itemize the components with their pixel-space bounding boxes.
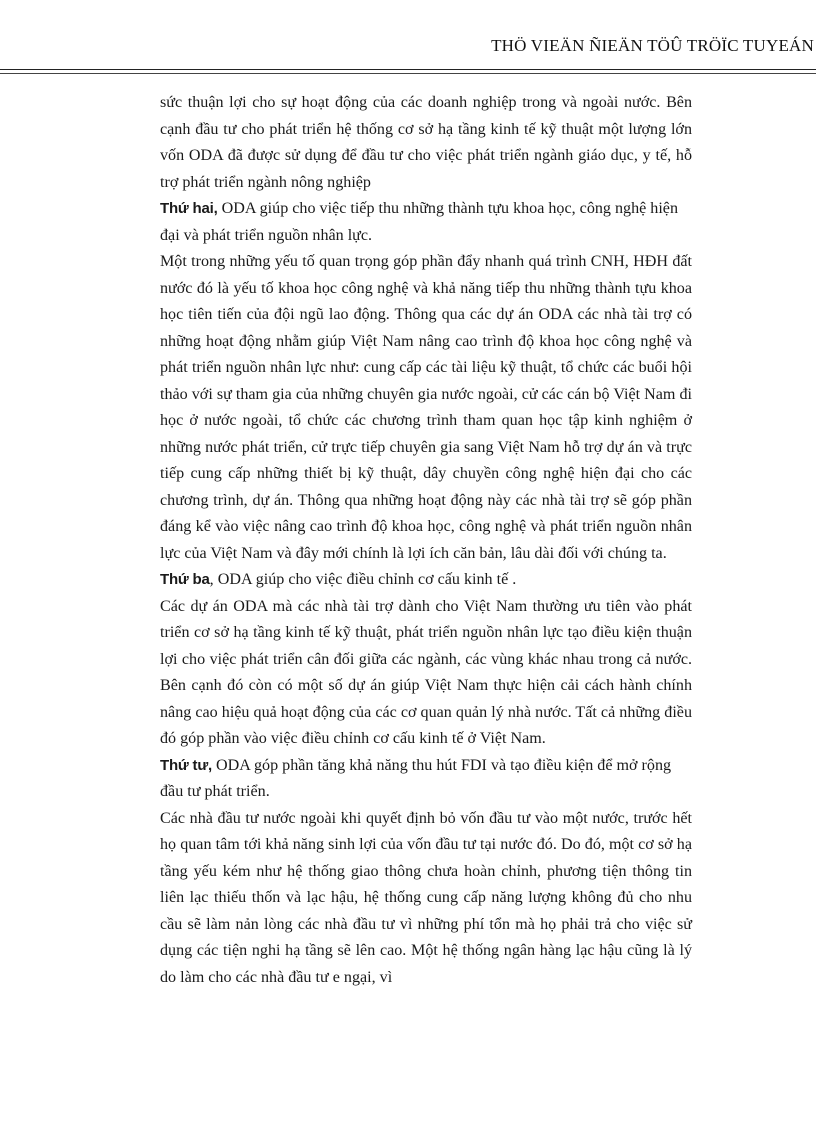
heading-text: ODA góp phần tăng khả năng thu hút FDI và tạo điều kiện để mở rộng đầu tư phát triển. [160, 756, 672, 800]
section-heading-thu-ba [160, 567, 692, 594]
heading-lead: Thứ hai, [160, 200, 218, 217]
body-paragraph: sức thuận lợi cho sự hoạt động của các doanh nghiệp trong và ngoài nước. Bên cạnh đầu tư cho phát triển hệ thống cơ sở hạ tầng kinh tế kỹ thuật một lượng lớn vốn ODA đã được sử dụng để đầu tư cho việc phát triển ngành giáo dục, y tế, hỗ trợ phát triển ngành nông nghiệp [160, 94, 692, 191]
document-body [160, 90, 692, 991]
heading-lead: Thứ tư, [160, 756, 212, 774]
header-divider-thin [0, 73, 816, 74]
heading-text: ODA giúp cho việc tiếp thu những thành tựu khoa học, công nghệ hiện đại và phát triển nguồn nhân lực. [160, 200, 678, 244]
header-divider [0, 69, 816, 70]
section-heading-thu-tu [160, 753, 692, 806]
page-header [0, 0, 816, 88]
body-paragraph: Các dự án ODA mà các nhà tài trợ dành cho Việt Nam thường ưu tiên vào phát triển cơ sở hạ tầng kinh tế kỹ thuật, phát triển nguồn nhân lực tạo điều kiện thuận lợi cho việc phát triển cân đối giữa các ngành, các vùng khác nhau trong cả nước. Bên cạnh đó còn có một số dự án giúp Việt Nam thực hiện cải cách hành chính nâng cao hiệu quả hoạt động của các cơ quan quản lý nhà nước. Tất cả những điều đó góp phần vào việc điều chỉnh cơ cấu kinh tế ở Việt Nam. [160, 597, 692, 747]
heading-text: , ODA giúp cho việc điều chỉnh cơ cấu kinh tế . [209, 571, 517, 588]
heading-lead: Thứ ba [160, 571, 210, 588]
body-paragraph: Một trong những yếu tố quan trọng góp phần đẩy nhanh quá trình CNH, HĐH đất nước đó là yếu tố khoa học công nghệ và khả năng tiếp thu những thành tựu khoa học tiên tiến của đội ngũ lao động. Thông qua các dự án ODA các nhà tài trợ có những hoạt động nhằm giúp Việt Nam nâng cao trình độ khoa học công nghệ và phát triển nguồn nhân lực như: cung cấp các tài liệu kỹ thuật, tổ chức các buổi hội thảo với sự tham gia của những chuyên gia nước ngoài, cử các cán bộ Việt Nam đi học ở nước ngoài, tổ chức các chương trình tham quan học tập kinh nghiệm ở những nước phát triển, cử trực tiếp chuyên gia sang Việt Nam hỗ trợ dự án và trực tiếp cung cấp những thiết bị kỹ thuật, dây chuyền công nghệ hiện đại cho các chương trình, dự án. Thông qua những hoạt động này các nhà tài trợ sẽ góp phần đáng kể vào việc nâng cao trình độ khoa học, công nghệ và phát triển nguồn nhân lực của Việt Nam và đây mới chính là lợi ích căn bản, lâu dài đối với chúng ta. [160, 253, 692, 562]
section-heading-thu-hai [160, 196, 692, 249]
body-paragraph: Các nhà đầu tư nước ngoài khi quyết định bỏ vốn đầu tư vào một nước, trước hết họ quan tâm tới khả năng sinh lợi của vốn đầu tư tại nước đó. Do đó, một cơ sở hạ tầng yếu kém như hệ thống giao thông chưa hoàn chỉnh, phương tiện thông tin liên lạc thiếu thốn và lạc hậu, hệ thống cung cấp năng lượng không đủ cho nhu cầu sẽ làm nản lòng các nhà đầu tư vì những phí tổn mà họ phải trả cho việc sử dụng các tiện nghi hạ tầng sẽ lên cao. Một hệ thống ngân hàng lạc hậu cũng là lý do làm cho các nhà đầu tư e ngại, vì [160, 809, 692, 986]
library-header-title: THÖ VIEÄN ÑIEÄN TÖÛ TRÖÏC TUYEÁN [491, 36, 814, 55]
